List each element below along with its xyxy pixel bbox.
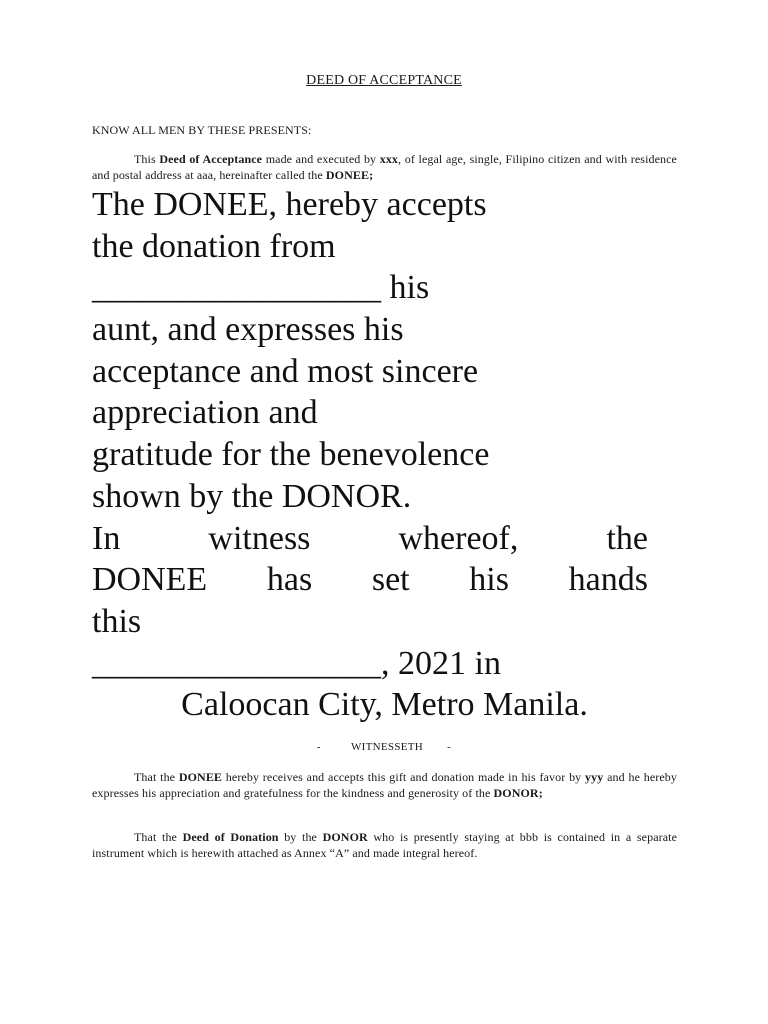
para3-text-1: That the (134, 830, 183, 844)
intro-paragraph (92, 151, 677, 183)
para3-bold-deed: Deed of Donation (182, 830, 279, 844)
intro-bold-donee-name: xxx (379, 152, 399, 166)
intro-bold-donee: DONEE; (325, 168, 374, 182)
intro-text-3: , of legal age, single, Filipino citizen and with residence and postal address at aaa, hereinafter called the (92, 152, 677, 182)
document-title: DEED OF ACCEPTANCE (306, 73, 462, 88)
witnesseth-dash-right: - (447, 741, 452, 753)
para2-text-3: and he hereby expresses his appreciation and gratefulness for the kindness and generosity of the (92, 770, 677, 800)
big-line-12: _________________, 2021 in (92, 644, 501, 682)
big-line-5: acceptance and most sincere (92, 352, 479, 390)
witnesseth-heading (0, 741, 768, 753)
para3-bold-donor: DONOR (322, 830, 368, 844)
big-line-10 (92, 559, 648, 601)
para2-bold-donee: DONEE (178, 770, 223, 784)
big-line-10-word: set (371, 561, 410, 599)
big-line-1: The DONEE, hereby accepts (92, 186, 487, 223)
big-line-9-word: whereof, (398, 519, 519, 557)
para3-text-2: by the (278, 830, 323, 844)
intro-text-1: This (134, 152, 160, 166)
salutation: KNOW ALL MEN BY THESE PRESENTS: (92, 123, 312, 137)
intro-bold-deed: Deed of Acceptance (159, 152, 263, 166)
big-line-9-word: the (606, 519, 648, 557)
big-line-6: appreciation and (92, 394, 318, 432)
big-line-10-word: hands (568, 561, 648, 599)
para3-text-3: who is presently staying at bbb is contained in a separate instrument which is herewith attached as Annex “A” and made integral hereof. (92, 830, 677, 860)
big-line-10-word: has (266, 561, 313, 599)
big-line-13: Caloocan City, Metro Manila. (181, 686, 588, 724)
big-line-7: gratitude for the benevolence (92, 436, 490, 474)
witnesseth-dash-left: - (316, 741, 321, 753)
big-line-11: this (92, 602, 142, 640)
big-line-2: the donation from (92, 227, 336, 265)
big-line-10-word: DONEE (92, 561, 208, 599)
big-line-8: shown by the DONOR. (92, 477, 412, 515)
para2-text-2: hereby receives and accepts this gift and donation made in his favor by (222, 770, 586, 784)
para2-bold-donor-name: yyy (585, 770, 604, 784)
intro-text-2: made and executed by (262, 152, 380, 166)
big-line-10-word: his (469, 561, 509, 599)
acceptance-statement (92, 184, 652, 726)
para2-bold-donor: DONOR; (493, 786, 543, 800)
big-line-9-word: witness (208, 519, 311, 557)
para2-text-1: That the (134, 770, 179, 784)
big-line-9-word: In (92, 519, 121, 557)
big-line-4: aunt, and expresses his (92, 311, 404, 349)
big-line-3: _________________ his (92, 269, 430, 307)
receipt-paragraph (92, 769, 677, 801)
witnesseth-label: WITNESSETH (350, 741, 424, 753)
big-line-9 (92, 518, 648, 560)
donation-deed-paragraph (92, 829, 677, 861)
